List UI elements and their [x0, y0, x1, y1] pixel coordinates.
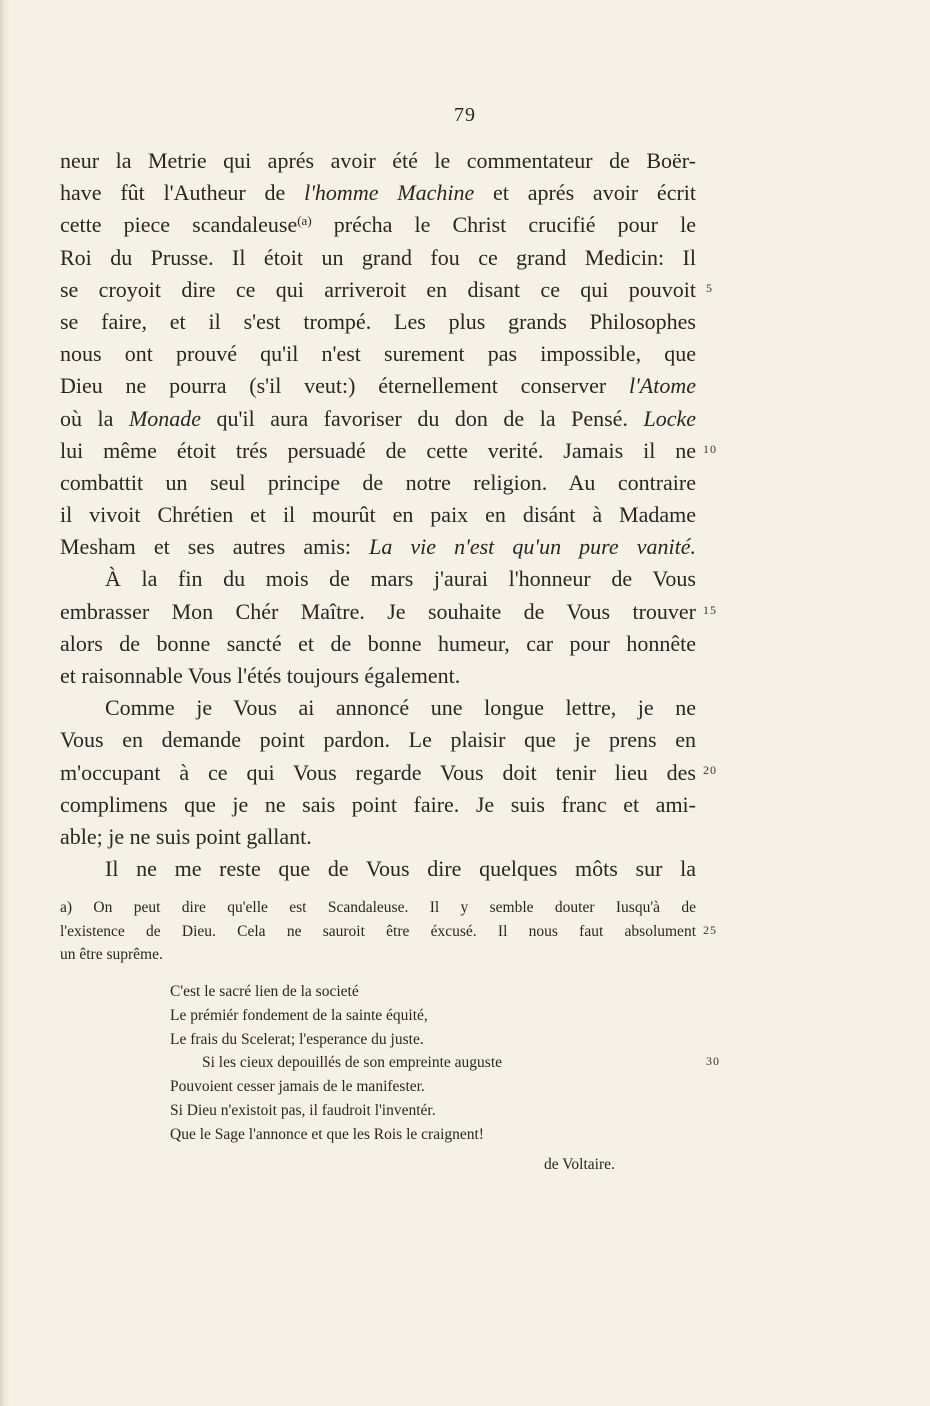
text-segment: Dieu ne pourra (s'il veut:) éternellement conserver: [60, 373, 629, 399]
text-segment: il vivoit Chrétien et il mourût en paix en disánt à Madame: [60, 502, 696, 528]
text-line: [60, 821, 696, 853]
text-segment: lui même étoit trés persuadé de cette verité. Jamais il ne: [60, 437, 696, 463]
text-segment: nous ont prouvé qu'il n'est surement pas impossible, que: [60, 341, 696, 367]
text-segment: able; je ne suis point gallant.: [60, 823, 312, 849]
text-line: [60, 628, 696, 660]
text-line: [60, 209, 696, 241]
italic-text: Monade: [128, 405, 202, 431]
line-number-15: 15: [703, 603, 717, 617]
text-segment: neur la Metrie qui aprés avoir été le commentateur de Boër-: [60, 148, 696, 173]
line-number-20: 20: [703, 763, 717, 777]
footnote-marker: (a): [297, 213, 312, 229]
poem-line: Si Dieu n'existoit pas, il faudroit l'inventér.: [170, 1101, 436, 1119]
poem-line: Le frais du Scelerat; l'esperance du juste.: [170, 1030, 424, 1048]
text-line: [60, 563, 696, 595]
text-segment: alors de bonne sancté et de bonne humeur, car pour honnête: [60, 630, 696, 656]
footnote-line: a) On peut dire qu'elle est Scandaleuse. Il y semble douter Iusqu'à de: [60, 899, 696, 916]
footnote: [60, 896, 696, 967]
text-segment: À la fin du mois de mars j'aurai l'honneur de Vous: [105, 566, 696, 592]
line-number-30: 30: [706, 1054, 720, 1068]
text-line: [60, 660, 696, 692]
text-line: [60, 531, 696, 563]
text-line: [60, 306, 696, 338]
footnote-line: l'existence de Dieu. Cela ne sauroit être éxcusé. Il nous faut absolument: [60, 922, 696, 940]
text-segment: se croyoit dire ce qui arriveroit en disant ce qui pouvoit: [60, 276, 696, 302]
text-line: [60, 338, 696, 370]
poem-line: Le prémiér fondement de la sainte équité,: [170, 1006, 428, 1024]
poem-line: Si les cieux depouillés de son empreinte auguste: [202, 1054, 503, 1072]
text-segment: Roi du Prusse. Il étoit un grand fou ce grand Medicin: Il: [60, 244, 696, 270]
text-segment: embrasser Mon Chér Maître. Je souhaite de Vous trouver: [60, 598, 696, 624]
text-segment: combattit un seul principe de notre religion. Au contraire: [60, 469, 696, 495]
text-segment: précha le Christ crucifié pour le: [311, 212, 696, 238]
text-line: [60, 692, 696, 724]
text-segment: Vous en demande point pardon. Le plaisir que je prens en: [60, 727, 696, 753]
poem-quotation: [170, 980, 650, 1176]
text-segment: Comme je Vous ai annoncé une longue lettre, je ne: [105, 695, 696, 721]
text-segment: et raisonnable Vous l'étés toujours également.: [60, 663, 461, 688]
text-line: [60, 853, 696, 885]
italic-text: l'homme Machine: [304, 180, 475, 206]
italic-text: Locke: [643, 405, 696, 431]
poem-line: Pouvoient cesser jamais de le manifester.: [170, 1078, 425, 1096]
page-number: 79: [454, 104, 476, 126]
text-line: [60, 724, 696, 756]
text-line: [60, 596, 696, 628]
text-segment: Il ne me reste que de Vous dire quelques môts sur la: [105, 856, 696, 882]
text-line: [60, 435, 696, 467]
line-number-10: 10: [703, 442, 717, 456]
text-line: [60, 177, 696, 209]
text-segment: have fût l'Autheur de: [60, 180, 305, 206]
text-line: [60, 274, 696, 306]
line-number-25: 25: [703, 923, 717, 937]
poem-line: C'est le sacré lien de la societé: [170, 983, 359, 1000]
italic-text: l'Atome: [628, 373, 696, 399]
text-segment: se faire, et il s'est trompé. Les plus grands Philosophes: [60, 308, 696, 334]
text-line: [60, 757, 696, 789]
text-segment: et aprés avoir écrit: [474, 180, 697, 206]
text-line: [60, 467, 696, 499]
text-line: [60, 242, 696, 274]
text-line: [60, 403, 696, 435]
text-line: [60, 499, 696, 531]
text-segment: où la: [60, 405, 129, 431]
text-segment: cette piece scandaleuse: [60, 212, 298, 238]
text-line: [60, 145, 696, 177]
text-line: [60, 370, 696, 402]
text-line: [60, 789, 696, 821]
text-segment: Mesham et ses autres amis:: [60, 534, 370, 560]
footnote-line: un être suprême.: [60, 946, 163, 963]
book-spine-edge: [0, 0, 10, 1406]
text-segment: m'occupant à ce qui Vous regarde Vous doit tenir lieu des: [60, 759, 696, 785]
line-number-5: 5: [706, 281, 713, 295]
poem-line: Que le Sage l'annonce et que les Rois le craignent!: [170, 1125, 484, 1143]
poem-attribution: de Voltaire.: [544, 1155, 615, 1173]
main-text-body: [60, 145, 696, 885]
text-segment: qu'il aura favoriser du don de la Pensé.: [201, 405, 644, 431]
italic-text: La vie n'est qu'un pure vanité.: [369, 534, 696, 560]
text-segment: complimens que je ne sais point faire. Je suis franc et ami-: [60, 791, 696, 817]
